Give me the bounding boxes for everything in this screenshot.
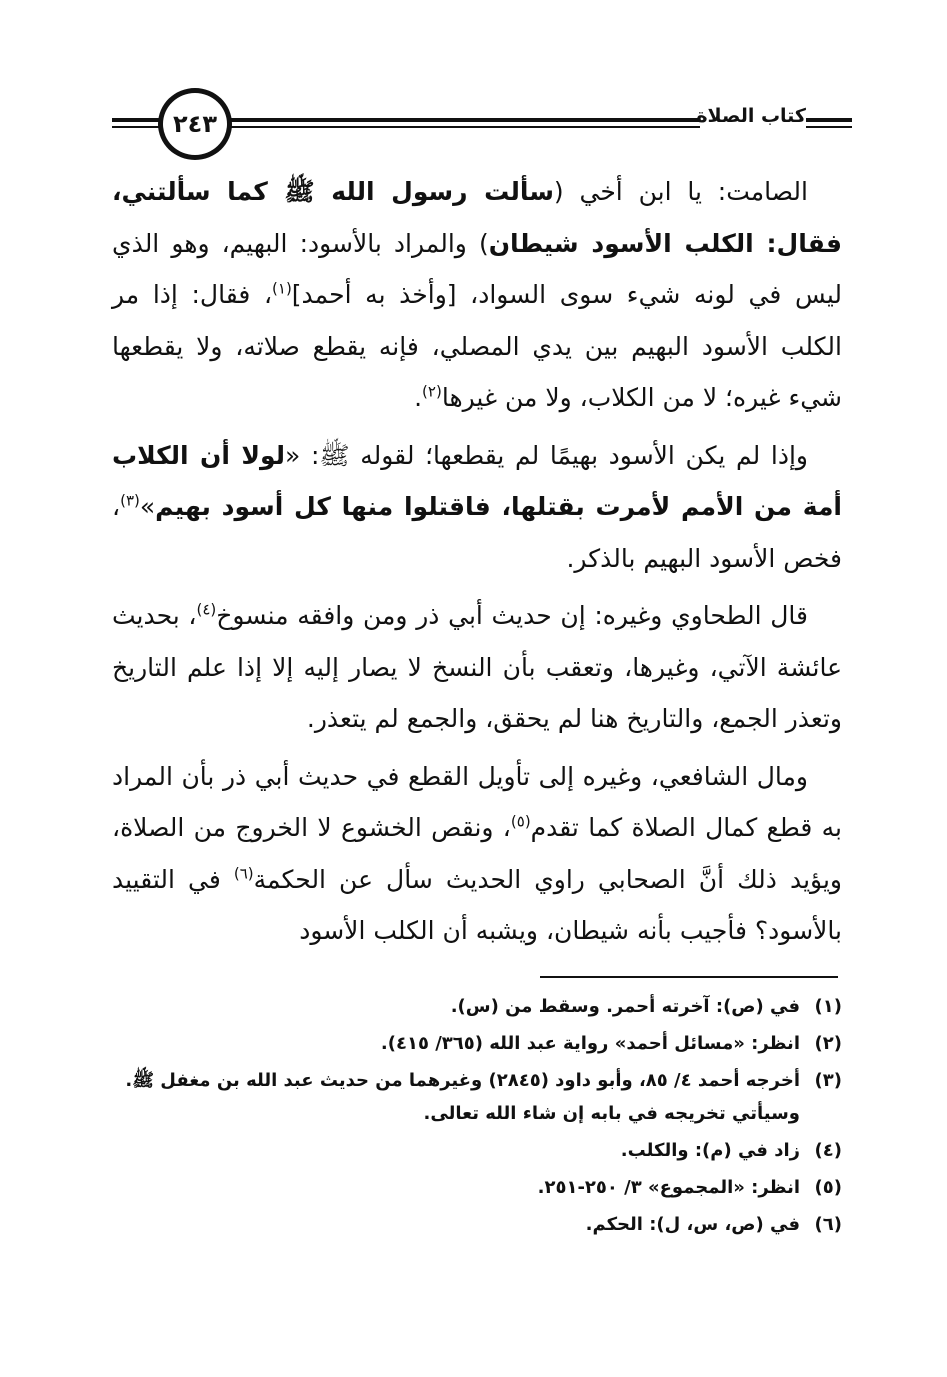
footnote-number: (٥): [814, 1177, 842, 1198]
text-segment: ، بحديث عائشة الآتي، وغيرها، وتعقب بأن النسخ لا يصار إليه إلا إذا علم التاريخ وتعذر الجمع، والتاريخ هنا لم يحقق، والجمع لم يتعذر.: [112, 601, 842, 733]
text-segment: ومال الشافعي، وغيره إلى تأويل القطع في حديث أبي ذر بأن المراد به قطع كمال الصلاة كما تقدم: [112, 761, 842, 842]
header-rule: [806, 118, 852, 122]
footnote-ref: (٥): [510, 812, 531, 831]
footnote-number: (٦): [814, 1214, 842, 1235]
footnote-number: (١): [814, 996, 842, 1017]
text-segment: ، فقال: إذا مر الكلب الأسود البهيم بين يدي المصلي، فإنه يقطع صلاته، ولا يقطعها شيء غيره؛ لا من الكلاب، ولا من غيرها: [112, 280, 842, 412]
text-segment: ) والمراد بالأسود: البهيم، وهو الذي ليس في لونه شيء سوى السواد، [وأخذ به أحمد]: [112, 228, 842, 309]
text-segment: الصامت: يا ابن أخي (: [553, 177, 808, 206]
footnote-number: (٢): [814, 1033, 842, 1054]
bold-quote: لولا أن الكلاب أمة من الأمم لأمرت بقتلها، فاقتلوا منها كل أسود بهيم: [112, 440, 842, 521]
footnote-text: أخرجه أحمد ٤/ ٨٥، وأبو داود (٢٨٤٥) وغيرهما من حديث عبد الله بن مغفل ﷺ. وسيأتي تخريجه في بابه إن شاء الله تعالى.: [125, 1070, 800, 1124]
footnote-text: في (ص، س، ل): الحكم.: [585, 1214, 800, 1235]
main-text: [112, 166, 842, 963]
text-segment: »: [139, 492, 156, 521]
text-segment: في التقييد بالأسود؟ فأجيب بأنه شيطان، ويشبه أن الكلب الأسود: [112, 864, 842, 945]
page-number: ٢٤٣: [158, 88, 232, 160]
footnote-ref: (٦): [233, 864, 254, 883]
text-segment: ، فخص الأسود البهيم بالذكر.: [112, 492, 842, 573]
footnote-text: انظر: «المجموع» ٣/ ٢٥٠-٢٥١.: [537, 1177, 800, 1198]
footnote-ref: (٤): [196, 600, 217, 619]
footnote-item: [112, 1134, 842, 1167]
text-segment: قال الطحاوي وغيره: إن حديث أبي ذر ومن وافقه منسوخ: [216, 601, 808, 630]
header-rule: [806, 126, 852, 128]
paragraph: [112, 166, 842, 424]
footnote-item: [112, 1208, 842, 1241]
footnote-ref: (٣): [120, 491, 140, 510]
text-segment: .: [414, 383, 423, 412]
footnote-ref: (٢): [422, 382, 442, 401]
footnote-item: [112, 1064, 842, 1130]
footnotes: [112, 990, 842, 1245]
footnote-ref: (١): [272, 279, 292, 298]
header-rule: [230, 126, 700, 128]
header-rule: [230, 118, 700, 122]
header-rule: [112, 118, 162, 122]
footnote-number: (٣): [814, 1070, 842, 1091]
footnote-separator: [540, 976, 838, 978]
paragraph: [112, 430, 842, 585]
footnote-text: انظر: «مسائل أحمد» رواية عبد الله (٣٦٥/ ٤١٥).: [380, 1033, 800, 1054]
footnote-number: (٤): [814, 1140, 842, 1161]
header-rule: [112, 126, 162, 128]
paragraph: [112, 751, 842, 957]
paragraph: [112, 590, 842, 745]
text-segment: وإذا لم يكن الأسود بهيمًا لم يقطعها؛ لقوله ﷺ: «: [285, 440, 808, 470]
footnote-text: في (ص): آخرته أحمر. وسقط من (س).: [450, 996, 800, 1017]
text-segment: ، ونقص الخشوع لا الخروج من الصلاة، ويؤيد ذلك أنَّ الصحابي راوي الحديث سأل عن الحكمة: [112, 813, 842, 894]
footnote-item: [112, 990, 842, 1023]
bold-quote: سألت رسول الله ﷺ كما سألتني، فقال: الكلب الأسود شيطان: [112, 177, 842, 258]
page-header: [112, 86, 852, 170]
footnote-text: زاد في (م): والكلب.: [620, 1140, 800, 1161]
running-title: كتاب الصلاة: [696, 105, 806, 127]
footnote-item: [112, 1171, 842, 1204]
footnote-item: [112, 1027, 842, 1060]
